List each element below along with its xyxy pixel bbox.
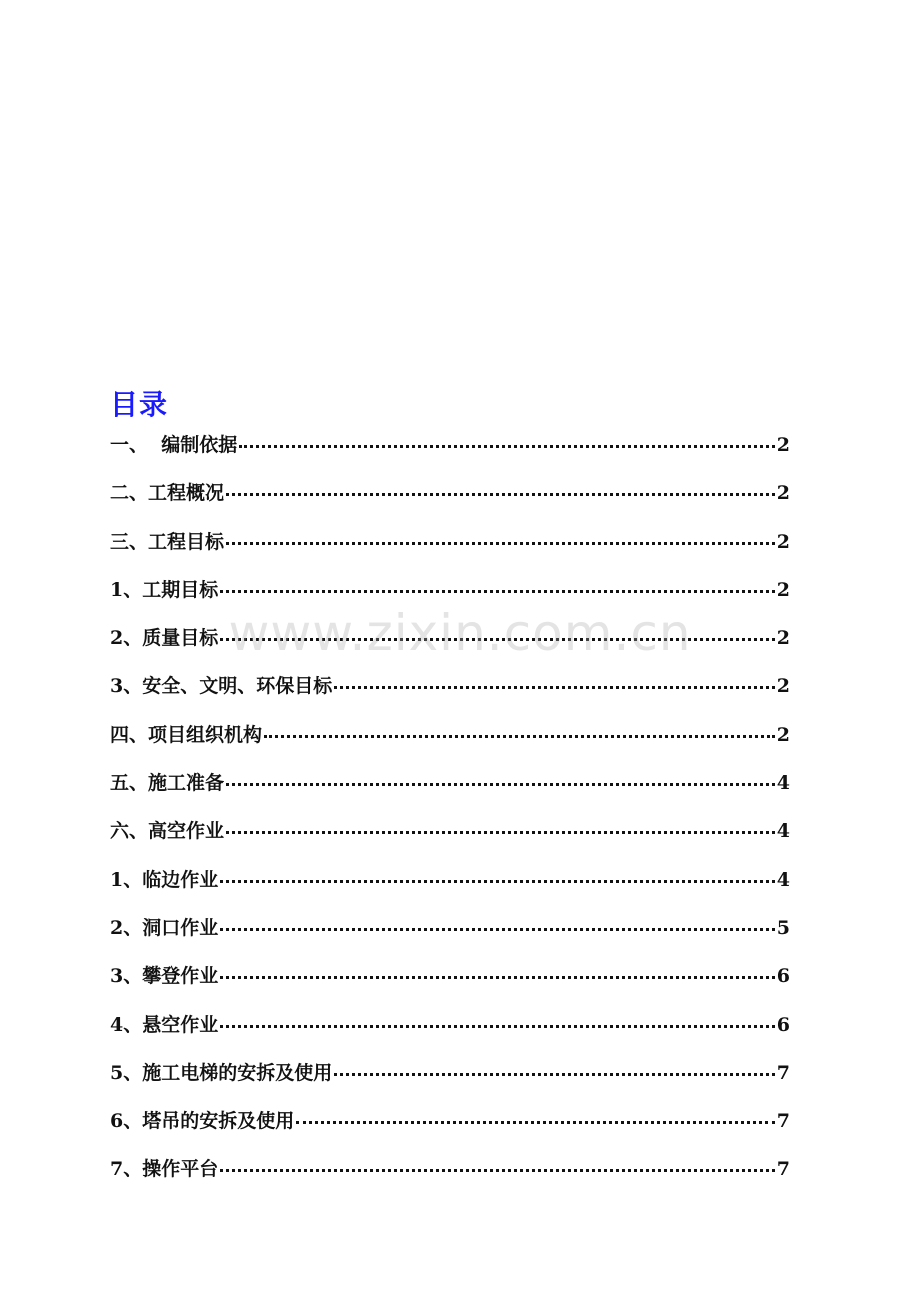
toc-page-number: 2 (776, 723, 790, 746)
toc-page-number: 7 (776, 1061, 790, 1084)
dot-leader (226, 542, 775, 545)
toc-page-number: 7 (776, 1110, 790, 1133)
toc-entry-text: 四、项目组织机构 (110, 723, 263, 746)
dot-leader (220, 976, 775, 979)
table-of-contents (110, 430, 790, 1203)
dot-leader (334, 686, 775, 689)
toc-entry[interactable] (110, 478, 790, 526)
toc-entry-text: 三、工程目标 (110, 530, 225, 553)
toc-page-number: 6 (776, 965, 790, 988)
toc-entry-text: 二、工程概况 (110, 482, 225, 505)
toc-entry-text: 五、施工准备 (110, 772, 225, 795)
toc-entry-text: 3、攀登作业 (110, 965, 219, 988)
dot-leader (220, 590, 775, 593)
toc-entry[interactable] (110, 575, 790, 623)
toc-page-number: 2 (776, 675, 790, 698)
dot-leader (220, 880, 775, 883)
toc-entry[interactable] (110, 430, 790, 478)
toc-entry-text: 3、安全、文明、环保目标 (110, 675, 333, 698)
toc-entry-text: 2、洞口作业 (110, 916, 219, 939)
dot-leader (220, 1025, 775, 1028)
dot-leader (264, 735, 775, 738)
toc-page-number: 4 (776, 772, 790, 795)
toc-entry[interactable] (110, 961, 790, 1009)
toc-entry[interactable] (110, 913, 790, 961)
toc-entry[interactable] (110, 720, 790, 768)
toc-page-number: 7 (776, 1158, 790, 1181)
toc-entry[interactable] (110, 623, 790, 671)
toc-entry-text: 1、工期目标 (110, 578, 219, 601)
toc-page-number: 2 (776, 530, 790, 553)
toc-entry[interactable] (110, 1106, 790, 1154)
toc-entry[interactable] (110, 816, 790, 864)
dot-leader (296, 1121, 775, 1124)
toc-entry[interactable] (110, 1058, 790, 1106)
dot-leader (334, 1073, 775, 1076)
toc-entry-text: 1、临边作业 (110, 868, 219, 891)
dot-leader (226, 831, 775, 834)
toc-page-number: 2 (776, 627, 790, 650)
toc-page-number: 5 (776, 916, 790, 939)
toc-entry-text: 一、 编制依据 (110, 434, 238, 456)
dot-leader (220, 928, 775, 931)
dot-leader (226, 783, 775, 786)
toc-title: 目录 (110, 388, 169, 421)
toc-entry[interactable] (110, 1154, 790, 1202)
toc-entry-text: 6、塔吊的安拆及使用 (110, 1110, 295, 1133)
toc-entry[interactable] (110, 1010, 790, 1058)
toc-page-number: 6 (776, 1013, 790, 1036)
toc-entry[interactable] (110, 768, 790, 816)
dot-leader (220, 638, 775, 641)
toc-entry[interactable] (110, 527, 790, 575)
toc-page-number: 2 (776, 434, 790, 456)
dot-leader (239, 445, 775, 448)
toc-page-number: 2 (776, 578, 790, 601)
toc-entry-text: 2、质量目标 (110, 627, 219, 650)
toc-entry-text: 5、施工电梯的安拆及使用 (110, 1061, 333, 1084)
toc-page-number: 4 (776, 868, 790, 891)
watermark: www.zixin.com.cn (228, 604, 692, 662)
toc-entry[interactable] (110, 671, 790, 719)
dot-leader (226, 493, 775, 496)
toc-page-number: 4 (776, 820, 790, 843)
toc-entry-text: 4、悬空作业 (110, 1013, 219, 1036)
toc-entry-text: 六、高空作业 (110, 820, 225, 843)
dot-leader (220, 1169, 775, 1172)
toc-entry-text: 7、操作平台 (110, 1158, 219, 1181)
toc-entry[interactable] (110, 865, 790, 913)
toc-page-number: 2 (776, 482, 790, 505)
